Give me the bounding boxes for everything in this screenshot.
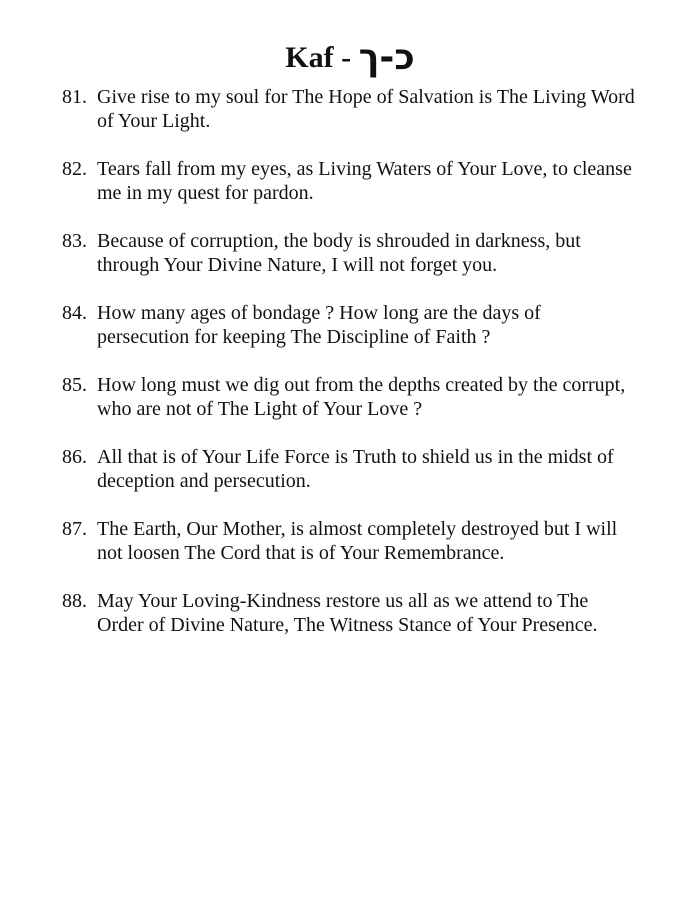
- verse-text: [97, 517, 682, 565]
- verse-number: 86.: [62, 446, 87, 468]
- verse-text: [97, 157, 682, 205]
- verse-line: deception and persecution.: [97, 470, 311, 492]
- verse-line: The Earth, Our Mother, is almost completely destroyed but I will: [97, 518, 618, 540]
- verse-line: who are not of The Light of Your Love ?: [97, 398, 423, 420]
- verse-text: [97, 445, 682, 493]
- verse-85: [62, 373, 682, 421]
- verse-number: 82.: [62, 158, 87, 180]
- verse-86: [62, 445, 682, 493]
- verse-number: 85.: [62, 374, 87, 396]
- verse-line: me in my quest for pardon.: [97, 182, 314, 204]
- verse-87: [62, 517, 682, 565]
- verse-list: [62, 85, 682, 661]
- verse-line: Because of corruption, the body is shrouded in darkness, but: [97, 230, 581, 252]
- verse-84: [62, 301, 682, 349]
- verse-line: persecution for keeping The Discipline of Faith ?: [97, 326, 491, 348]
- verse-82: [62, 157, 682, 205]
- verse-line: Tears fall from my eyes, as Living Waters of Your Love, to cleanse: [97, 158, 632, 180]
- verse-81: [62, 85, 682, 133]
- verse-line: Give rise to my soul for The Hope of Salvation is The Living Word: [97, 86, 635, 108]
- verse-line: not loosen The Cord that is of Your Remembrance.: [97, 542, 505, 564]
- verse-83: [62, 229, 682, 277]
- title-hebrew: כ-ך: [358, 37, 415, 79]
- verse-line: All that is of Your Life Force is Truth to shield us in the midst of: [97, 446, 614, 468]
- verse-line: through Your Divine Nature, I will not forget you.: [97, 254, 498, 276]
- verse-88: [62, 589, 682, 637]
- title-latin: Kaf -: [285, 41, 352, 75]
- verse-number: 83.: [62, 230, 87, 252]
- verse-number: 84.: [62, 302, 87, 324]
- verse-line: How many ages of bondage ? How long are the days of: [97, 302, 541, 324]
- verse-text: [97, 589, 682, 637]
- verse-text: [97, 301, 682, 349]
- page-title: [0, 38, 700, 78]
- verse-line: May Your Loving-Kindness restore us all as we attend to The: [97, 590, 589, 612]
- verse-number: 88.: [62, 590, 87, 612]
- verse-number: 81.: [62, 86, 87, 108]
- verse-text: [97, 85, 682, 133]
- verse-number: 87.: [62, 518, 87, 540]
- verse-text: [97, 373, 682, 421]
- verse-line: of Your Light.: [97, 110, 211, 132]
- verse-line: Order of Divine Nature, The Witness Stance of Your Presence.: [97, 614, 598, 636]
- verse-line: How long must we dig out from the depths created by the corrupt,: [97, 374, 626, 396]
- verse-text: [97, 229, 682, 277]
